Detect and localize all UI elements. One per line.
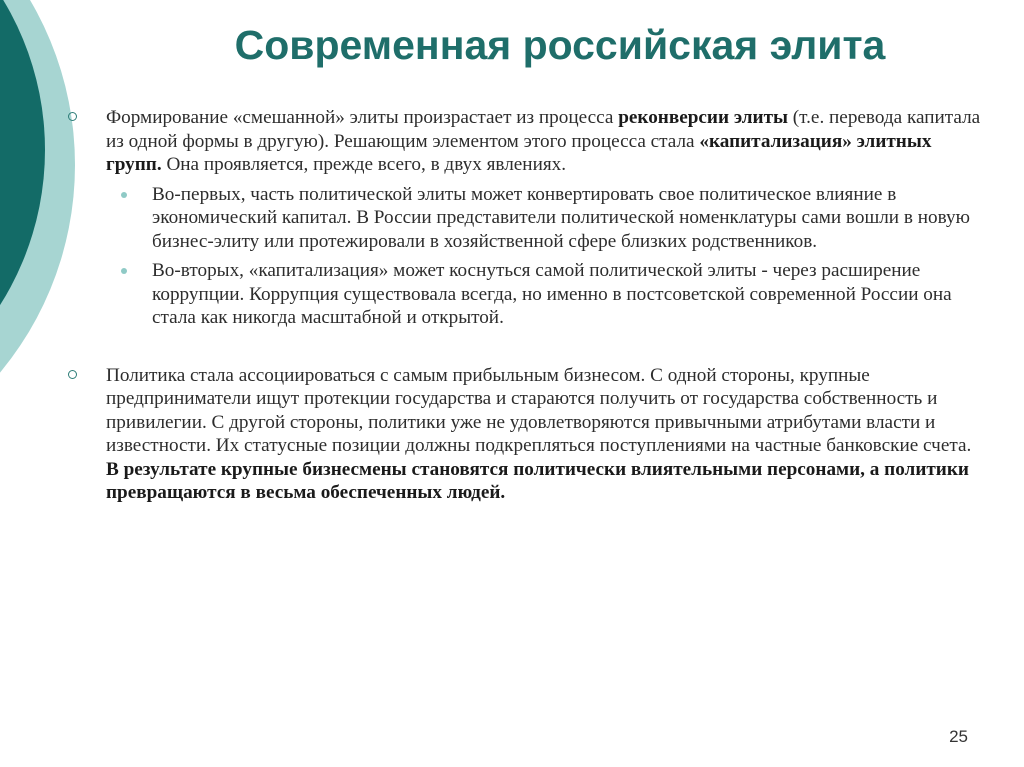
bullet-item [66, 106, 986, 177]
content-area [66, 106, 986, 505]
page-number: 25 [949, 727, 968, 746]
hollow-circle-bullet-icon [68, 112, 77, 121]
dot-bullet-icon [121, 268, 127, 274]
spacer [66, 330, 986, 364]
bullet-item [66, 364, 986, 505]
sub-bullet-text: Во-первых, часть политической элиты может конвертировать свое политическое влияние в экономический капитал. В России представители политической номенклатуры сами вошли в новую бизнес-элиту или протежировали в хозяйственной сфере близких родственников. [152, 183, 970, 252]
bullet-text: Политика стала ассоциироваться с самым прибыльным бизнесом. С одной стороны, крупные предприниматели ищут протекции государства и стараются получить от государства собственность и привилегии. С другой стороны, политики уже не удовлетворяются привычными атрибутами власти и известности. Их статусные позиции должны подкрепляться поступлениями на частные банковские счета. В результате крупные бизнесмены становятся политически влиятельными персонами, а политики превращаются в весьма обеспеченных людей. [106, 364, 972, 503]
dot-bullet-icon [121, 192, 127, 198]
bullet-text: Формирование «смешанной» элиты произрастает из процесса реконверсии элиты (т.е. перевода капитала из одной формы в другую). Решающим элементом этого процесса стала «капитализация» элитных групп. Она проявляется, прежде всего, в двух явлениях. [106, 107, 981, 175]
sub-bullet-item [66, 259, 986, 330]
sub-bullet-item [66, 183, 986, 254]
sub-bullet-text: Во-вторых, «капитализация» может коснуться самой политической элиты - через расширение коррупции. Коррупция существовала всегда, но именно в постсоветской современной России она стала как никогда масштабной и открытой. [152, 260, 952, 328]
slide-title: Современная российская элита [234, 22, 886, 68]
hollow-circle-bullet-icon [68, 370, 77, 379]
